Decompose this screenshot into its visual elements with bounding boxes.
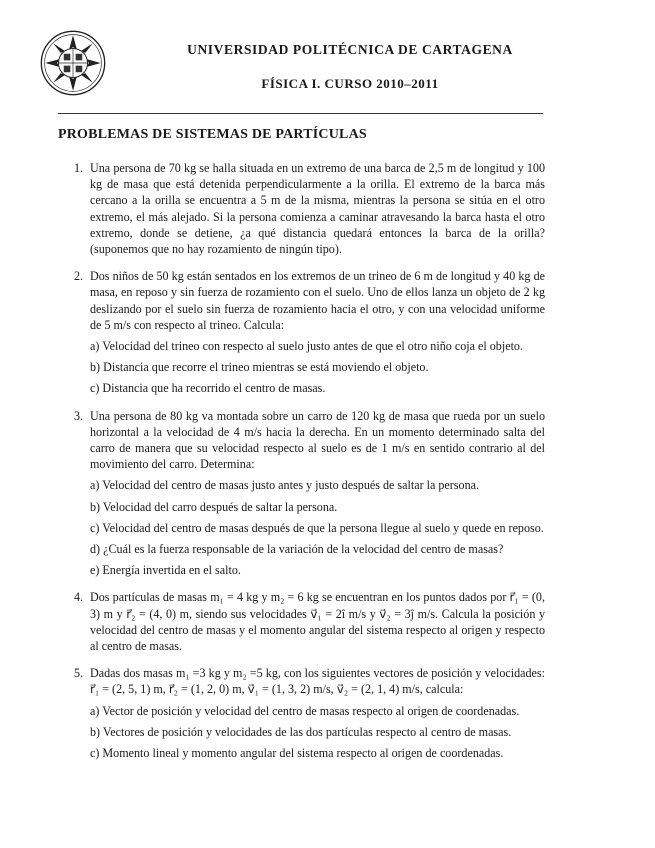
problem-subitem: d) ¿Cuál es la fuerza responsable de la variación de la velocidad del centro de masas? — [90, 542, 504, 557]
problem-number: 3. — [74, 408, 84, 423]
problem-2 — [58, 268, 545, 396]
section-title: PROBLEMAS DE SISTEMAS DE PARTÍCULAS — [58, 127, 367, 142]
header-divider — [58, 113, 543, 114]
problem-number: 2. — [74, 269, 84, 284]
problem-subitem: b) Velocidad del carro después de saltar la persona. — [90, 499, 338, 514]
problem-number: 4. — [74, 590, 84, 605]
course-title: FÍSICA I. CURSO 2010–2011 — [261, 76, 439, 91]
university-seal-icon — [40, 30, 106, 96]
problem-1 — [58, 160, 545, 257]
problem-number: 1. — [74, 161, 84, 175]
problem-subitem: c) Velocidad del centro de masas después de que la persona llegue al suelo y quede en reposo. — [90, 520, 544, 535]
problem-statement: Una persona de 80 kg va montada sobre un carro de 120 kg de masa que rueda por un suelo horizontal a la velocidad de 4 m/s hacia la derecha. En un momento determinado salta del carro de manera que su velocidad respecto al suelo es de 1 m/s en sentido contrario al del movimiento del carro. Determina: — [90, 408, 545, 472]
problem-subitem: a) Vector de posición y velocidad del centro de masas respecto al origen de coordenadas. — [90, 703, 520, 718]
problem-subitem: c) Distancia que ha recorrido el centro de masas. — [90, 381, 326, 396]
university-name: UNIVERSIDAD POLITÉCNICA DE CARTAGENA — [187, 42, 513, 57]
problem-5 — [58, 665, 545, 761]
problem-subitem: b) Vectores de posición y velocidades de las dos partículas respecto al centro de masas. — [90, 724, 512, 739]
problem-4 — [58, 589, 545, 654]
problem-statement: Una persona de 70 kg se halla situada en un extremo de una barca de 2,5 m de longitud y 100 kg de masa que está detenida perpendicularmente a la orilla. El extremo de la barca más cercano a la orilla se encuentra a 5 m de la misma, mientras la persona se sitúa en el otro extremo, el más alejado. Si la persona comienza a caminar atravesando la barca hasta el otro extremo, donde se detiene, ¿a qué distancia quedará entonces la barca de la orilla? (suponemos que no hay rozamiento de ningún tipo). — [90, 161, 545, 257]
problem-statement: Dos partículas de masas m₁ = 4 kg y m₂ = 6 kg se encuentran en los puntos dados por r⃗₁ = (0, 3) m y r⃗₂ = (4, 0) m, siendo sus velocidades v⃗₁ = 2î m/s y v⃗₂ = 3ĵ m/s. Calcula la posición y velocidad del centro de masas y el momento angular del sistema respecto al origen y respecto al centro de masas. — [90, 590, 545, 654]
problem-statement: Dos niños de 50 kg están sentados en los extremos de un trineo de 6 m de longitud y 40 kg de masa, en reposo y sin fuerza de rozamiento con el suelo. Uno de ellos lanza un objeto de 2 kg deslizando por el suelo sin fuerza de rozamiento hacia el otro, y con una velocidad uniforme de 5 m/s con respecto al trineo. Calcula: — [90, 269, 545, 332]
problem-number: 5. — [74, 666, 84, 681]
problem-3 — [58, 408, 545, 579]
problem-statement: Dadas dos masas m₁ =3 kg y m₂ =5 kg, con los siguientes vectores de posición y velocidades: r⃗₁ = (2, 5, 1) m, r⃗₂ = (1, 2, 0) m, v⃗₁ = (1, 3, 2) m/s, v⃗₂ = (2, 1, 4) m/s, calcula: — [90, 666, 545, 697]
problem-list — [58, 160, 545, 772]
problem-subitem: a) Velocidad del centro de masas justo antes y justo después de saltar la persona. — [90, 478, 480, 493]
problem-subitem: a) Velocidad del trineo con respecto al suelo justo antes de que el otro niño coja el objeto. — [90, 339, 524, 354]
problem-subitem: c) Momento lineal y momento angular del sistema respecto al origen de coordenadas. — [90, 746, 504, 761]
problem-subitem: e) Energía invertida en el salto. — [90, 563, 241, 578]
problem-subitem: b) Distancia que recorre el trineo mientras se está moviendo el objeto. — [90, 360, 429, 375]
